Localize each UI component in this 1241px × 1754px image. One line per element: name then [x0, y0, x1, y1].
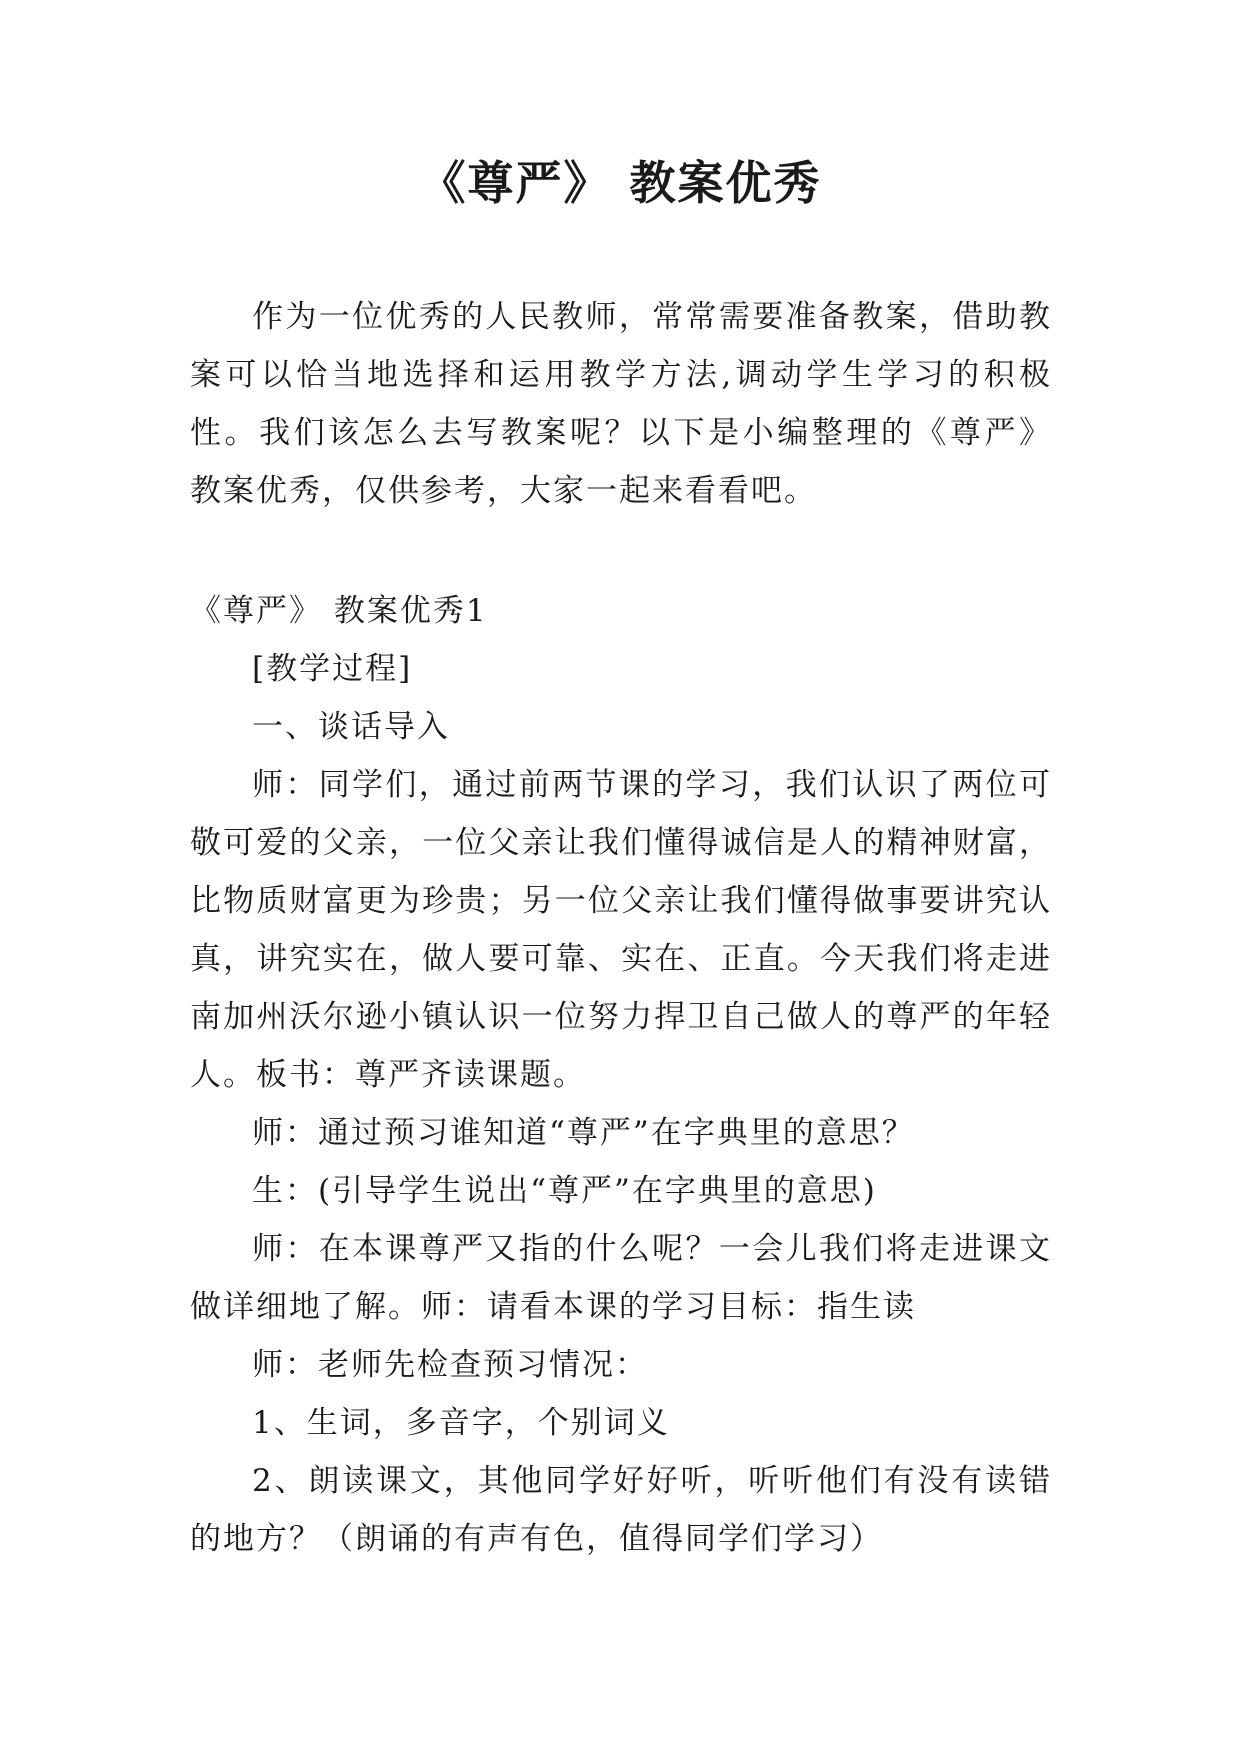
- section-block: [190, 582, 1052, 1568]
- body-paragraph: 师：通过预习谁知道“尊严”在字典里的意思？: [252, 1115, 915, 1151]
- body-paragraph: 2、朗读课文，其他同学好好听，听听他们有没有读错的地方？（朗诵的有声有色，值得同学们学习）: [190, 1463, 1052, 1557]
- body-paragraph: 师：同学们，通过前两节课的学习，我们认识了两位可敬可爱的父亲，一位父亲让我们懂得诚信是人的精神财富，比物质财富更为珍贵；另一位父亲让我们懂得做事要讲究认真，讲究实在，做人要可靠、实在、正直。今天我们将走进南加州沃尔逊小镇认识一位努力捍卫自己做人的尊严的年轻人。板书：尊严齐读课题。: [190, 767, 1052, 1093]
- intro-paragraph: 作为一位优秀的人民教师，常常需要准备教案，借助教案可以恰当地选择和运用教学方法,调动学生学习的积极性。我们该怎么去写教案呢？以下是小编整理的《尊严》 教案优秀，仅供参考，大家一起来看看吧。: [190, 299, 1052, 509]
- body-paragraph: 师：老师先检查预习情况：: [252, 1347, 648, 1383]
- body-paragraph: 生：(引导学生说出“尊严”在字典里的意思): [252, 1173, 877, 1209]
- section-heading: 《尊严》 教案优秀1: [190, 593, 488, 629]
- document-title: 《尊严》 教案优秀: [419, 156, 822, 210]
- body-paragraph: 1、生词，多音字，个别词义: [252, 1405, 670, 1441]
- intro-block: [190, 288, 1052, 520]
- body-paragraph: 师：在本课尊严又指的什么呢？一会儿我们将走进课文做详细地了解。师：请看本课的学习目标：指生读: [190, 1231, 1052, 1325]
- body-paragraph: [教学过程]: [252, 651, 413, 687]
- body-paragraph: 一、谈话导入: [252, 709, 450, 745]
